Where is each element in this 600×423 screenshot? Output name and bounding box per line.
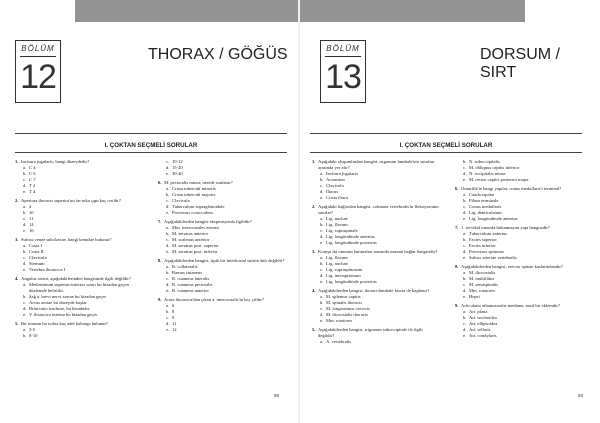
option-text: 11 [29,216,34,221]
option-letter: d. [23,183,27,188]
answer-option [312,318,440,324]
option-text: R. cutaneus anterior [172,288,209,293]
option-letter: a. [320,171,324,176]
option-letter: e. [320,195,324,200]
question-item [312,159,440,201]
option-text: Hepsi [469,294,480,299]
question-text: Aşağıdaki oluşumlardan hangisi, trigonum lumbale'nin sınırları arasında yer alır? [318,159,435,170]
option-text: Conus medullaris [469,204,502,209]
option-letter: b. [23,210,27,215]
option-text: R. cutaneus lateralis [172,276,210,281]
option-letter: e. [320,240,324,245]
option-letter: e. [463,177,467,182]
option-letter: b. [320,261,324,266]
option-text: Acromion [326,177,345,182]
left-chapter-box [15,40,61,103]
question-number: 8. [455,264,459,269]
option-letter: d. [166,165,170,170]
question-text: Incisura jugularis, hangi düzeydedir? [21,159,90,164]
option-letter: d. [463,288,467,293]
option-text: Lig. interspinosum [326,273,361,278]
answer-option [312,279,440,285]
option-letter: c. [320,183,324,188]
question-text: Sulcus venae subclaviae, hangi kemikte bulunur? [21,237,112,242]
question-number: 6. [455,186,459,191]
option-letter: e. [463,333,467,338]
question-item [455,225,583,261]
right-chapter-label: BÖLÜM [326,44,360,53]
question-text: Komşu iki omurun laminaları arasında uzanan bağlar hangisidir? [318,249,438,254]
question-text: Articulatio atlantoaxialis mediana, nasıl bir eklemdir? [461,303,560,308]
option-text: Lig. denticulatum [469,210,502,215]
option-text: Mm. rotatores [469,288,496,293]
option-text: Costa I [29,243,43,248]
right-column-2 [455,159,583,342]
answer-option [455,333,583,339]
option-letter: a. [320,216,324,221]
question-text: Omurilik'te hangi yapılar, conus medullaris'i terminal? [461,186,562,191]
option-text: 16 [29,228,34,233]
option-text: Clavicula [172,198,190,203]
left-section-title: I. ÇOKTAN SEÇMELİ SORULAR [104,142,198,149]
question-text: Aşağıdaki bağlardan hangisi, columna vertebralis'in fleksiyonunu sınırlar? [318,204,439,215]
option-text: Iliacus [326,189,339,194]
option-text: M. multifidus [469,276,495,281]
question-item [15,276,143,318]
right-top-bar [300,0,525,22]
answer-option [15,282,143,294]
option-letter: c. [166,315,170,320]
option-text: Lig. longitudinale anterius [326,234,375,239]
option-letter: c. [166,276,170,281]
option-letter: c. [463,282,467,287]
option-letter: b. [166,270,170,275]
right-page-number: 93 [578,393,584,398]
option-letter: b. [23,294,27,299]
option-letter: c. [463,321,467,326]
question-item [455,264,583,300]
option-letter: c. [320,228,324,233]
option-letter: d. [320,273,324,278]
question-number: 2. [15,198,19,203]
option-text: 11 [172,321,177,326]
question-stem [312,204,440,216]
option-text: M. splenius capitis [326,294,361,299]
option-text: 4 [29,204,32,209]
option-letter: d. [23,261,27,266]
option-text: M. rectus capitis posterior major [469,177,529,182]
right-section-rule-bottom [310,152,582,153]
option-letter: d. [463,171,467,176]
option-text: 14 [29,222,34,227]
option-letter: e. [23,228,27,233]
left-column-2 [158,159,286,336]
right-section-rule-top [310,133,582,134]
option-text: N. suboccipitalis [469,159,500,164]
question-text: M. pectoralis minor, nerede sonlanır? [164,180,233,185]
option-text: 12 [172,327,177,332]
option-letter: c. [166,159,170,164]
option-text: M. serratus post. inferior [172,249,218,254]
question-item [15,321,143,339]
right-chapter-divider [325,56,361,57]
question-item [158,297,286,333]
option-text: Mediastinum superius-inferius sınırı bu hizadan geçen düzlemde belirtilir. [29,282,129,293]
option-letter: a. [166,186,170,191]
answer-option [158,327,286,333]
question-number: 7. [158,219,162,224]
question-item [15,159,143,195]
option-text: Lig. longitudinale posterius [326,240,377,245]
option-text: 8 [172,309,175,314]
option-text: Sağ a. brevi nervi aortae bu hizadan geçer. [29,294,107,299]
option-letter: d. [320,189,324,194]
question-item [455,186,583,222]
question-item [158,219,286,255]
question-item [312,288,440,324]
option-text: 8-10 [29,333,38,338]
option-letter: e. [23,312,27,317]
option-text: Arcus aortae bu düzeyde başlar. [29,300,88,305]
answer-option [158,171,286,177]
option-text: Crista iliaca [326,195,349,200]
option-letter: a. [320,294,324,299]
right-column-1 [312,159,440,348]
option-letter: c. [23,177,27,182]
option-letter: b. [166,231,170,236]
option-text: 10-12 [172,159,183,164]
option-letter: c. [23,300,27,305]
question-number: 3. [312,249,316,254]
option-text: C 7 [29,177,36,182]
option-text: 3-5 [29,327,36,332]
option-letter: c. [23,255,27,260]
answer-option [455,177,583,183]
option-text: Sternum [29,261,45,266]
option-letter: c. [166,237,170,242]
left-chapter-title: THORAX / GÖĞÜS [148,46,288,63]
question-item [455,303,583,339]
option-text: Tuberculum anterius [469,231,507,236]
option-letter: d. [166,282,170,287]
option-text: Clavicula [326,183,344,188]
question-number: 3. [15,237,19,242]
answer-option [158,249,286,255]
option-letter: b. [320,300,324,305]
option-text: M. longissimus cervicis [326,306,370,311]
answer-option [15,267,143,273]
option-text: R. cutaneus pectoralis [172,282,213,287]
option-letter: a. [320,339,324,344]
option-letter: c. [320,306,324,311]
option-letter: b. [463,237,467,242]
option-text: Clavicula [29,255,47,260]
question-text: Apertura thoracis superior'un ön-arka çapı kaç cm'dir? [21,198,121,203]
question-stem [312,327,440,339]
option-letter: a. [23,243,27,248]
option-letter: c. [166,198,170,203]
option-text: Lig. supraspinale [326,228,358,233]
option-text: Art. trochoidea [469,315,497,320]
option-text: T 4 [29,189,36,194]
option-text: 30-40 [172,171,183,176]
option-letter: d. [166,243,170,248]
option-text: Filum terminale [469,198,499,203]
left-column-1 [15,159,143,342]
question-text: Bir insanın bu nokta kaç adet kaburga bulunur? [21,321,109,326]
left-section-rule-bottom [15,152,287,153]
option-text: V. thoracica interna bu hizadan geçer. [29,312,98,317]
question-number: 9. [455,303,459,308]
option-text: Bifurcatio tracheae, bu hizadadır. [29,306,91,311]
question-item [158,159,286,177]
option-letter: b. [463,276,467,281]
option-letter: e. [463,216,467,221]
option-letter: a. [463,231,467,236]
answer-option [158,210,286,216]
answer-option [312,195,440,201]
option-text: M. iliocostalis thoracis [326,312,368,317]
option-letter: a. [166,264,170,269]
option-text: Incisura jugularis [326,171,359,176]
option-letter: d. [166,321,170,326]
question-number: 4. [15,276,19,281]
answer-option [455,255,583,261]
question-number: 2. [312,204,316,209]
option-text: Lig. flavum [326,255,348,260]
answer-option [15,312,143,318]
option-text: M. obliquus capitis inferior [469,165,520,170]
option-letter: b. [320,222,324,227]
question-text: Aşağıdakilerden hangisi, thoracolumbale fascia ile kaplanır? [318,288,430,293]
question-text: 1. servikal omurda bulunmayan yapı hangisidir? [461,225,550,230]
option-text: Lig. nuchae [326,216,348,221]
question-number: 5. [312,327,316,332]
answer-option [312,339,440,345]
left-page-number: 89 [274,393,280,398]
option-letter: a. [23,327,27,332]
option-text: Art. sellaris [469,327,491,332]
option-text: Crista tuberculi majoris [172,192,216,197]
option-letter: a. [23,282,27,287]
option-letter: a. [23,165,27,170]
option-text: Art. plana [469,309,488,314]
option-letter: e. [166,327,170,332]
option-text: M. iliocostalis [469,270,496,275]
question-item [455,159,583,183]
option-letter: a. [463,192,467,197]
option-letter: d. [320,234,324,239]
option-letter: e. [320,318,324,323]
left-chapter-divider [20,56,56,57]
question-number: 1. [15,159,19,164]
question-number: 5. [15,321,19,326]
question-item [312,327,440,345]
option-letter: e. [320,279,324,284]
option-text: Mm. rotatores [326,318,353,323]
option-letter: d. [463,249,467,254]
option-text: Sulcus arteriae vertebralis [469,255,517,260]
option-text: C 4 [29,165,36,170]
option-text: Lig. supraspinosum [326,267,363,272]
option-text: Processus spinosus [469,249,505,254]
right-chapter-title: DORSUM / SIRT [480,46,560,81]
option-text: Facies inferior [469,243,496,248]
option-letter: b. [166,309,170,314]
right-section-title: I. ÇOKTAN SEÇMELİ SORULAR [399,142,493,149]
option-text: T 2 [29,183,36,188]
question-number: 9. [158,297,162,302]
answer-option [312,240,440,246]
option-text: R. collateralis [172,264,198,269]
option-text: Tuberculum supraglenoidale [172,204,225,209]
option-text: M. scalenus anterior [172,237,210,242]
option-text: Ramus cutaneus [172,270,202,275]
question-number: 8. [158,258,162,263]
option-text: A. vertebralis [326,339,352,344]
option-letter: b. [463,159,467,164]
question-item [15,237,143,273]
right-chapter-box [320,40,366,103]
question-item [158,258,286,294]
question-text: Angulus sterni, aşağıdakilerinden hangisinde ilgili değildir? [21,276,131,281]
question-item [312,249,440,285]
option-letter: d. [23,306,27,311]
option-text: 6 [172,303,175,308]
option-letter: b. [23,171,27,176]
question-item [312,204,440,246]
option-letter: b. [23,333,27,338]
option-letter: a. [23,204,27,209]
question-stem [312,159,440,171]
question-number: 1. [312,159,316,164]
option-letter: e. [23,189,27,194]
option-text: Art. ellipsoidea [469,321,498,326]
option-text: Facies superior [469,237,497,242]
option-letter: b. [463,315,467,320]
option-letter: e. [463,294,467,299]
option-text: M. semispinalis [469,282,499,287]
option-letter: d. [320,312,324,317]
option-letter: a. [463,309,467,314]
option-text: Lig. longitudinale posterius [326,279,377,284]
option-letter: d. [23,222,27,227]
option-letter: d. [166,204,170,209]
option-text: Processus coracoideus [172,210,214,215]
answer-option [455,216,583,222]
question-item [15,198,143,234]
option-text: 9 [172,315,175,320]
option-text: Vertebra thoracica I [29,267,66,272]
option-letter: b. [463,198,467,203]
option-text: 10 [29,210,34,215]
option-letter: e. [463,255,467,260]
question-number: 6. [158,180,162,185]
question-text: Aşağıdakilerden hangisi, erector spinae kaslarındandır? [461,264,563,269]
option-text: Lig. flavum [326,222,348,227]
answer-option [15,189,143,195]
question-text: Aşağıdakilerden hangisi ekspirasyonla ilgilidir? [164,219,252,224]
option-letter: c. [463,165,467,170]
question-item [158,180,286,216]
option-letter: e. [166,249,170,254]
question-text: Aşağıdakilerden hangisi, trigonum suboccipitale ile ilgili değildir? [318,327,423,338]
answer-option [15,333,143,339]
option-letter: a. [320,255,324,260]
left-top-bar [75,0,300,22]
option-letter: a. [166,225,170,230]
option-text: Crista tuberculi minoris [172,186,216,191]
option-letter: d. [463,210,467,215]
option-text: Costa II [29,249,44,254]
question-text: Aorta thoracica'dan çıkan a. intercostalis'in kaç çifttir? [164,297,264,302]
option-text: Cauda equina [469,192,495,197]
option-letter: a. [463,270,467,275]
option-letter: c. [23,216,27,221]
option-letter: b. [23,249,27,254]
option-letter: e. [166,210,170,215]
option-letter: e. [23,267,27,272]
question-number: 7. [455,225,459,230]
option-letter: e. [166,288,170,293]
option-letter: d. [463,327,467,332]
option-letter: c. [463,243,467,248]
option-text: Art. condylaris [469,333,497,338]
option-text: 15-20 [172,165,183,170]
option-letter: c. [463,204,467,209]
option-text: N. occipitalis minor [469,171,506,176]
option-text: M. spinalis thoracis [326,300,363,305]
option-text: Lig. longitudinale anterius [469,216,518,221]
answer-option [15,228,143,234]
option-letter: a. [166,303,170,308]
option-text: M. serratus anterior [172,231,209,236]
right-chapter-number: 13 [325,58,361,96]
option-letter: c. [320,267,324,272]
option-text: Lig. nuchae [326,261,348,266]
option-text: Mm. intercostales externi [172,225,219,230]
left-section-rule-top [15,133,287,134]
left-chapter-number: 12 [20,58,56,96]
option-text: M. serratus post. superior [172,243,219,248]
option-text: C 6 [29,171,36,176]
answer-option [455,294,583,300]
option-letter: b. [320,177,324,182]
option-letter: e. [166,171,170,176]
left-chapter-label: BÖLÜM [21,44,55,53]
question-number: 4. [312,288,316,293]
option-letter: b. [166,192,170,197]
answer-option [158,288,286,294]
question-text: Aşağıdakilerden hangisi, tipik bir interkostal sinirin dalı değildir? [164,258,285,263]
